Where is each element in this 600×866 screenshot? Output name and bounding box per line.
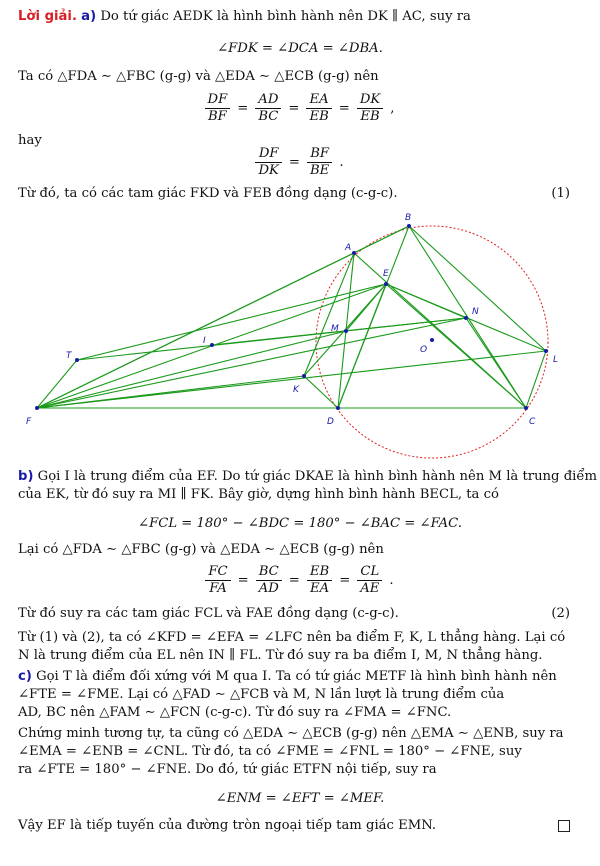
fraction: $\frac{DF}{DK}$ — [255, 146, 281, 179]
part-a-label: a) — [81, 9, 97, 24]
part-c-equation-1: ∠ENM = ∠EFT = ∠MEF. — [215, 791, 385, 806]
part-b-text-1: Gọi I là trung điểm của EF. Do tứ giác DKAE là hình bình hành nên M là trung điểm — [37, 469, 597, 484]
part-b-text-6: N là trung điểm của EL nên IN ∥ FL. Từ đó suy ra ba điểm I, M, N thẳng hàng. — [18, 648, 543, 663]
part-a-text-2: Ta có △FDA ∼ △FBC (g-g) và △EDA ∼ △ECB (g-g) nên — [18, 69, 379, 84]
point-label-n: N — [472, 307, 479, 317]
part-c-line-1 — [18, 669, 570, 685]
fraction: $\frac{CL}{AE}$ — [357, 564, 382, 597]
point-label-l: L — [553, 355, 559, 365]
part-c-conclusion: Vậy EF là tiếp tuyến của đường tròn ngoại tiếp tam giác EMN. — [18, 818, 437, 833]
fraction: $\frac{EB}{EA}$ — [307, 564, 332, 597]
part-b-label: b) — [18, 469, 34, 484]
fraction: $\frac{FC}{FA}$ — [205, 564, 230, 597]
part-b-text-2: của EK, từ đó suy ra MI ∥ FK. Bây giờ, dựng hình bình hành BECL, ta có — [18, 487, 499, 502]
point-label-c: C — [529, 417, 536, 427]
solution-heading: Lời giải. — [18, 9, 77, 24]
fraction: $\frac{DF}{BF}$ — [205, 92, 231, 125]
point-label-o: O — [420, 345, 428, 355]
fraction: $\frac{EA}{EB}$ — [306, 92, 331, 125]
point-label-e: E — [383, 269, 389, 279]
part-b-line-1 — [18, 469, 597, 485]
fraction: $\frac{BC}{AD}$ — [256, 564, 282, 597]
part-c-label: c) — [18, 669, 32, 684]
geometry-figure — [0, 205, 600, 465]
point-label-t: T — [66, 351, 72, 361]
part-c-text-1: Gọi T là điểm đối xứng với M qua I. Ta có tứ giác METF là hình bình hành nên — [36, 669, 557, 684]
equation-number-1: (1) — [551, 186, 570, 201]
part-a-ratio-chain-2: $\frac{DF}{DK}$ = $\frac{BF}{BE}$ . — [0, 146, 600, 179]
fraction: $\frac{DK}{EB}$ — [357, 92, 383, 125]
part-b-equation-1: ∠FCL = 180° − ∠BDC = 180° − ∠BAC = ∠FAC. — [138, 516, 462, 531]
part-b-text-5: Từ (1) và (2), ta có ∠KFD = ∠EFA = ∠LFC nên ba điểm F, K, L thẳng hàng. Lại có — [18, 630, 566, 645]
part-a-ratio-chain-1: $\frac{DF}{BF}$ = $\frac{AD}{BC}$ = $\frac{EA}{EB}$ = $\frac{DK}{EB}$ , — [0, 92, 600, 125]
point-label-m: M — [331, 324, 339, 334]
part-a-text-1: Do tứ giác AEDK là hình bình hành nên DK ∥ AC, suy ra — [100, 9, 471, 24]
qed-square-icon — [558, 820, 570, 832]
part-c-text-3: AD, BC nên △FAM ∼ △FCN (c-g-c). Từ đó suy ra ∠FMA = ∠FNC. — [18, 705, 452, 720]
point-label-d: D — [327, 417, 334, 427]
point-label-k: K — [293, 385, 299, 395]
point-label-f: F — [26, 417, 32, 427]
equation-number-2: (2) — [551, 606, 570, 621]
point-label-b: B — [405, 213, 412, 223]
part-b-text-4: Từ đó suy ra các tam giác FCL và FAE đồng dạng (c-g-c). — [18, 606, 399, 621]
part-c-text-2: ∠FTE = ∠FME. Lại có △FAD ∼ △FCB và M, N lần lượt là trung điểm của — [18, 687, 505, 702]
fraction: $\frac{BF}{BE}$ — [307, 146, 332, 179]
point-label-i: I — [203, 336, 206, 346]
part-c-text-4: Chứng minh tương tự, ta cũng có △EDA ∼ △ECB (g-g) nên △EMA ∼ △ENB, suy ra — [18, 726, 564, 741]
part-b-ratio-chain: $\frac{FC}{FA}$ = $\frac{BC}{AD}$ = $\frac{EB}{EA}$ = $\frac{CL}{AE}$ . — [0, 564, 600, 597]
point-label-a: A — [345, 243, 352, 253]
part-a-hay: hay — [18, 133, 42, 148]
part-a-line-1 — [18, 9, 570, 25]
part-a-text-3: Từ đó, ta có các tam giác FKD và FEB đồng dạng (c-g-c). — [18, 186, 398, 201]
fraction: $\frac{AD}{BC}$ — [255, 92, 281, 125]
part-a-equation-1: ∠FDK = ∠DCA = ∠DBA. — [217, 41, 383, 56]
part-c-text-5: ∠EMA = ∠ENB = ∠CNL. Từ đó, ta có ∠FME = ∠FNL = 180° − ∠FNE, suy — [18, 744, 522, 759]
figure-lines — [37, 226, 546, 408]
part-c-text-6: ra ∠FTE = 180° − ∠FNE. Do đó, tứ giác ETFN nội tiếp, suy ra — [18, 762, 437, 777]
part-b-text-3: Lại có △FDA ∼ △FBC (g-g) và △EDA ∼ △ECB (g-g) nên — [18, 542, 384, 557]
